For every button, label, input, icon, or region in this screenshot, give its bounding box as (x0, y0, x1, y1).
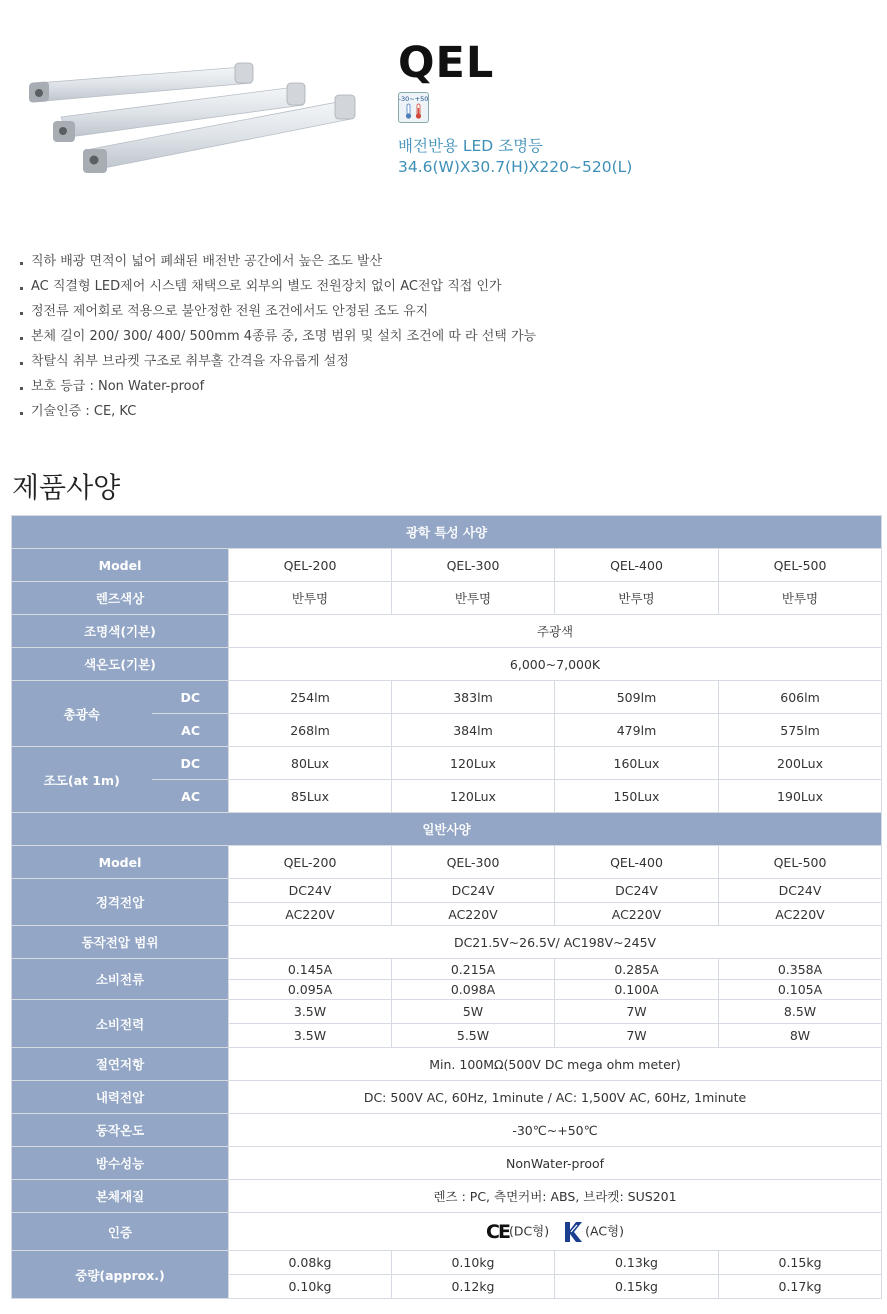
value-cell: 383lm (392, 681, 555, 714)
row-label: 중량(approx.) (12, 1251, 229, 1299)
value-cell: 0.13kg (555, 1251, 719, 1275)
row-label: 소비전력 (12, 1000, 229, 1048)
value-cell: 0.08kg (229, 1251, 392, 1275)
model-cell: QEL-200 (229, 846, 392, 879)
feature-item: 본체 길이 200/ 300/ 400/ 500mm 4종류 중, 조명 범위 및 설치 조건에 따 라 선택 가능 (18, 325, 536, 350)
value-cell: 0.095A (229, 980, 392, 1000)
sub-label: DC (152, 681, 229, 714)
value-cell: DC24V (719, 879, 882, 903)
kc-note: (AC형) (585, 1223, 625, 1238)
value-cell: 85Lux (229, 780, 392, 813)
table-row (12, 1048, 882, 1081)
value-cell: 160Lux (555, 747, 719, 780)
product-hero (0, 0, 887, 230)
value-cell: 0.098A (392, 980, 555, 1000)
value-cell: 268lm (229, 714, 392, 747)
value-cell: 0.15kg (719, 1251, 882, 1275)
table-row (12, 615, 882, 648)
table-row (12, 681, 882, 714)
value-cell: 479lm (555, 714, 719, 747)
temp-range-text: -30~+50 (399, 95, 428, 103)
value-cell: 8W (719, 1024, 882, 1048)
value-cell: 509lm (555, 681, 719, 714)
value-cell: -30℃~+50℃ (229, 1114, 882, 1147)
sub-label: AC (152, 780, 229, 813)
value-cell: 5W (392, 1000, 555, 1024)
model-cell: QEL-300 (392, 549, 555, 582)
row-label: 조명색(기본) (12, 615, 229, 648)
value-cell: AC220V (555, 903, 719, 926)
value-cell: 575lm (719, 714, 882, 747)
feature-item: 정전류 제어회로 적용으로 불안정한 전원 조건에서도 안정된 조도 유지 (18, 300, 536, 325)
value-cell: 0.10kg (392, 1251, 555, 1275)
value-cell: 반투명 (392, 582, 555, 615)
sub-label: AC (152, 714, 229, 747)
value-cell: 190Lux (719, 780, 882, 813)
table-row (12, 926, 882, 959)
row-label: 동작전압 범위 (12, 926, 229, 959)
table-row (12, 1114, 882, 1147)
row-label: 소비전류 (12, 959, 229, 1000)
table-row (12, 846, 882, 879)
feature-item: 보호 등급 : Non Water-proof (18, 375, 536, 400)
value-cell: 0.145A (229, 959, 392, 980)
table-row (12, 1213, 882, 1251)
product-description: 배전반용 LED 조명등 (398, 137, 544, 155)
model-cell: QEL-500 (719, 549, 882, 582)
value-cell: 렌즈 : PC, 측면커버: ABS, 브라켓: SUS201 (229, 1180, 882, 1213)
value-cell: 120Lux (392, 780, 555, 813)
value-cell: 0.100A (555, 980, 719, 1000)
table-row (12, 648, 882, 681)
value-cell: 200Lux (719, 747, 882, 780)
value-cell: 0.12kg (392, 1275, 555, 1299)
value-cell: 7W (555, 1000, 719, 1024)
table-row (12, 959, 882, 980)
value-cell: Min. 100MΩ(500V DC mega ohm meter) (229, 1048, 882, 1081)
value-cell: DC24V (229, 879, 392, 903)
value-cell: 0.105A (719, 980, 882, 1000)
model-cell: QEL-200 (229, 549, 392, 582)
feature-item: AC 직결형 LED제어 시스템 채택으로 외부의 별도 전원장치 없이 AC전압 직접 인가 (18, 275, 536, 300)
product-title: QEL (398, 38, 495, 88)
row-label: 조도(at 1m) (12, 747, 152, 813)
value-cell: 0.215A (392, 959, 555, 980)
value-cell: 0.10kg (229, 1275, 392, 1299)
feature-item: 기술인증 : CE, KC (18, 400, 536, 425)
value-cell: NonWater-proof (229, 1147, 882, 1180)
table-row (12, 813, 882, 846)
row-label: 렌즈색상 (12, 582, 229, 615)
value-cell: 주광색 (229, 615, 882, 648)
feature-item: 직하 배광 면적이 넓어 폐쇄된 배전반 공간에서 높은 조도 발산 (18, 250, 536, 275)
model-cell: QEL-300 (392, 846, 555, 879)
value-cell: 150Lux (555, 780, 719, 813)
table-row (12, 1251, 882, 1275)
model-cell: QEL-500 (719, 846, 882, 879)
row-label: 정격전압 (12, 879, 229, 926)
model-cell: QEL-400 (555, 846, 719, 879)
product-subtitle (398, 136, 632, 178)
row-label: 본체재질 (12, 1180, 229, 1213)
model-cell: QEL-400 (555, 549, 719, 582)
table-row (12, 582, 882, 615)
row-label: 방수성능 (12, 1147, 229, 1180)
general-section-header: 일반사양 (12, 813, 882, 846)
table-row (12, 549, 882, 582)
value-cell: 120Lux (392, 747, 555, 780)
value-cell: 3.5W (229, 1024, 392, 1048)
kc-mark-icon (563, 1220, 583, 1244)
row-label: 총광속 (12, 681, 152, 747)
value-cell: 반투명 (719, 582, 882, 615)
row-label: 색온도(기본) (12, 648, 229, 681)
table-row (12, 1180, 882, 1213)
value-cell: DC21.5V~26.5V/ AC198V~245V (229, 926, 882, 959)
row-label: 내력전압 (12, 1081, 229, 1114)
value-cell: 반투명 (229, 582, 392, 615)
value-cell: 606lm (719, 681, 882, 714)
product-image (25, 45, 365, 180)
value-cell: DC24V (392, 879, 555, 903)
table-row (12, 1147, 882, 1180)
value-cell: 0.285A (555, 959, 719, 980)
table-row (12, 879, 882, 903)
spec-table (11, 515, 882, 1299)
feature-item: 착탈식 취부 브라켓 구조로 취부홀 간격을 자유롭게 설정 (18, 350, 536, 375)
value-cell: 254lm (229, 681, 392, 714)
table-row (12, 1000, 882, 1024)
value-cell: 80Lux (229, 747, 392, 780)
ce-note: (DC형) (508, 1223, 550, 1238)
value-cell: AC220V (392, 903, 555, 926)
spec-section-title: 제품사양 (12, 471, 121, 504)
table-row (12, 516, 882, 549)
value-cell: 반투명 (555, 582, 719, 615)
feature-list (18, 250, 536, 425)
row-label: Model (12, 549, 229, 582)
value-cell: 0.17kg (719, 1275, 882, 1299)
value-cell: AC220V (229, 903, 392, 926)
value-cell: 5.5W (392, 1024, 555, 1048)
value-cell: 8.5W (719, 1000, 882, 1024)
ce-mark-icon: CE (486, 1220, 509, 1243)
value-cell: DC: 500V AC, 60Hz, 1minute / AC: 1,500V AC, 60Hz, 1minute (229, 1081, 882, 1114)
row-label: Model (12, 846, 229, 879)
value-cell: 7W (555, 1024, 719, 1048)
cert-cell (229, 1213, 882, 1251)
value-cell: DC24V (555, 879, 719, 903)
sub-label: DC (152, 747, 229, 780)
value-cell: 0.358A (719, 959, 882, 980)
value-cell: 3.5W (229, 1000, 392, 1024)
value-cell: AC220V (719, 903, 882, 926)
value-cell: 0.15kg (555, 1275, 719, 1299)
value-cell: 384lm (392, 714, 555, 747)
table-row (12, 747, 882, 780)
optical-section-header: 광학 특성 사양 (12, 516, 882, 549)
temperature-range-icon (398, 92, 429, 123)
table-row (12, 1081, 882, 1114)
value-cell: 6,000~7,000K (229, 648, 882, 681)
row-label: 동작온도 (12, 1114, 229, 1147)
product-dimensions: 34.6(W)X30.7(H)X220~520(L) (398, 158, 633, 176)
row-label: 인증 (12, 1213, 229, 1251)
row-label: 절연저항 (12, 1048, 229, 1081)
